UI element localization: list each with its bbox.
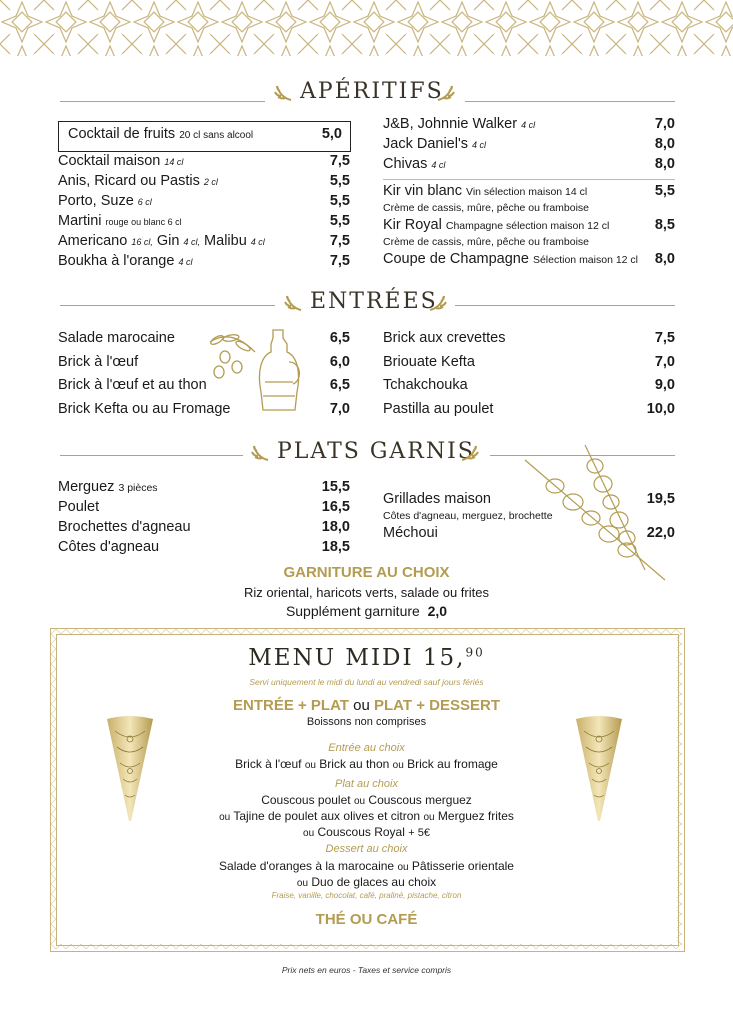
footer-note: Prix nets en euros - Taxes et service compris — [281, 965, 452, 975]
item-description: Crème de cassis, mûre, pêche ou framboise — [383, 202, 590, 214]
menu-midi-served: Servi uniquement le midi du lundi au vendredi sauf jours fériés — [249, 677, 484, 687]
item-description: Côtes d'agneau, merguez, brochette — [383, 510, 553, 522]
garniture-list: Riz oriental, haricots verts, salade ou frites — [244, 585, 489, 600]
entree-choices: Brick à l'œuf ou Brick au thon ou Brick au fromage — [235, 757, 498, 771]
plat-label: Plat au choix — [335, 778, 398, 790]
laurel-right-icon — [436, 84, 456, 102]
menu-item: Kir Royal Champagne sélection maison 12 cl 8,5 — [383, 217, 675, 233]
menu-item: Brick à l'œuf et au thon 6,5 — [58, 377, 350, 393]
menu-midi-formula: ENTRÉE + PLAT ou PLAT + DESSERT — [232, 697, 501, 714]
divider — [465, 101, 675, 102]
menu-item: Boukha à l'orange 4 cl 7,5 — [58, 253, 350, 269]
garniture-title: GARNITURE AU CHOIX — [283, 564, 450, 581]
menu-item: Côtes d'agneau 18,5 — [58, 539, 350, 555]
dessert-choices-2: ou Duo de glaces au choix — [296, 875, 437, 889]
laurel-left-icon — [273, 84, 293, 102]
menu-item: Tchakchouka 9,0 — [383, 377, 675, 393]
menu-item: J&B, Johnnie Walker 4 cl 7,0 — [383, 116, 675, 132]
menu-midi-drinks: Boissons non comprises — [306, 716, 427, 728]
garniture-supplement: Supplément garniture 2,0 — [285, 603, 448, 619]
the-cafe: THÉ OU CAFÉ — [315, 911, 418, 928]
menu-item: Poulet 16,5 — [58, 499, 350, 515]
dessert-label: Dessert au choix — [325, 843, 408, 855]
menu-item: Pastilla au poulet 10,0 — [383, 401, 675, 417]
menu-item: Brick à l'œuf 6,0 — [58, 354, 350, 370]
menu-item: Cocktail maison 14 cl 7,5 — [58, 153, 350, 169]
menu-item: Jack Daniel's 4 cl 8,0 — [383, 136, 675, 152]
divider — [60, 455, 243, 456]
decorative-pattern-header — [0, 0, 733, 56]
section-title-aperitifs: APÉRITIFS — [300, 79, 444, 104]
menu-item: Anis, Ricard ou Pastis 2 cl 5,5 — [58, 173, 350, 189]
menu-item: Merguez 3 pièces 15,5 — [58, 479, 350, 495]
menu-midi-title: MENU MIDI 15,90 — [248, 645, 485, 671]
menu-item: Brochettes d'agneau 18,0 — [58, 519, 350, 535]
menu-item: Salade marocaine 6,5 — [58, 330, 350, 346]
item-description: Crème de cassis, mûre, pêche ou framboise — [383, 236, 590, 248]
section-title-entrees: ENTRÉES — [310, 289, 438, 314]
section-title-plats: PLATS GARNIS — [277, 439, 475, 464]
divider — [455, 305, 675, 306]
menu-item: Chivas 4 cl 8,0 — [383, 156, 675, 172]
menu-item: Briouate Kefta 7,0 — [383, 354, 675, 370]
laurel-left-icon — [283, 294, 303, 312]
entree-label: Entrée au choix — [328, 742, 405, 754]
laurel-right-icon — [460, 444, 480, 462]
menu-item: Martini rouge ou blanc 6 cl 5,5 — [58, 213, 350, 229]
divider — [383, 179, 675, 180]
plat-choices-2: ou Tajine de poulet aux olives et citron ou Merguez frites — [219, 809, 514, 823]
laurel-right-icon — [428, 294, 448, 312]
dessert-flavours: Fraise, vanille, chocolat, café, praliné, pistache, citron — [271, 891, 462, 900]
menu-item: Americano 16 cl, Gin 4 cl, Malibu 4 cl 7,5 — [58, 233, 350, 249]
plat-choices-3: ou Couscous Royal + 5€ — [303, 825, 430, 839]
menu-item: Grillades maison 19,5 — [383, 491, 675, 507]
menu-item: Coupe de Champagne Sélection maison 12 cl 8,0 — [383, 251, 675, 267]
divider — [60, 305, 275, 306]
divider — [60, 101, 265, 102]
laurel-left-icon — [250, 444, 270, 462]
menu-item: Méchoui 22,0 — [383, 525, 675, 541]
menu-item: Porto, Suze 6 cl 5,5 — [58, 193, 350, 209]
dessert-choices-1: Salade d'oranges à la marocaine ou Pâtisserie orientale — [219, 859, 514, 873]
plat-choices-1: Couscous poulet ou Couscous merguez — [261, 793, 472, 807]
menu-item: Kir vin blanc Vin sélection maison 14 cl 5,5 — [383, 183, 675, 199]
menu-item: Brick Kefta ou au Fromage 7,0 — [58, 401, 350, 417]
menu-item: Cocktail de fruits 20 cl sans alcool 5,0 — [68, 126, 342, 142]
menu-item: Brick aux crevettes 7,5 — [383, 330, 675, 346]
